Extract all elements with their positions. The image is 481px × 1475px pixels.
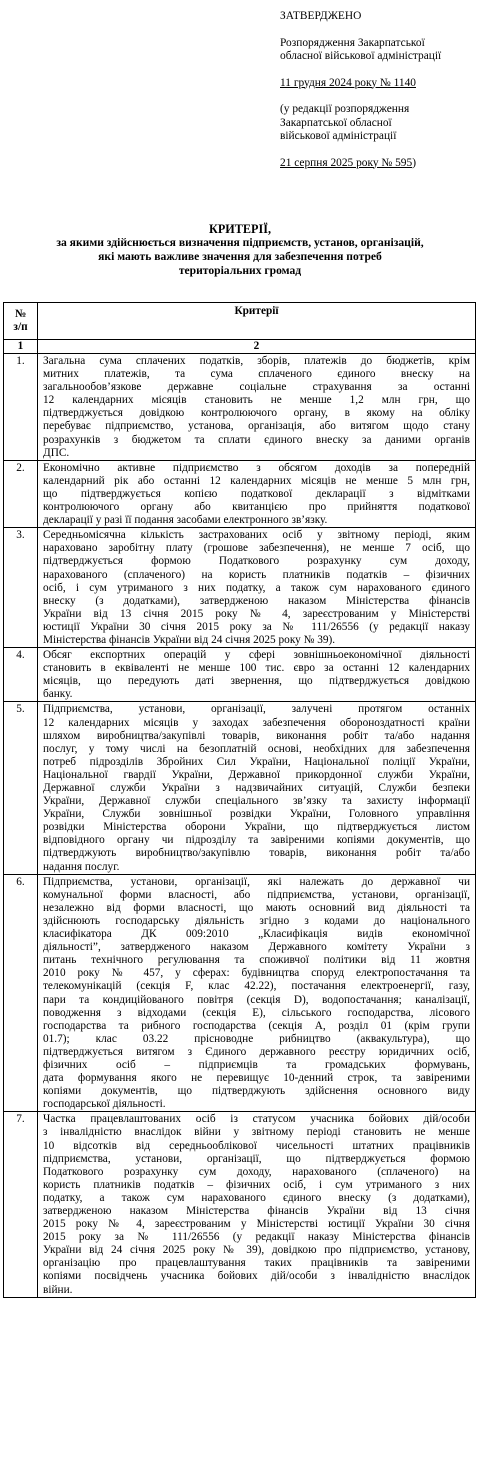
criterion-line: Національної гвардії України, Державної прикордонної служби України,: [43, 768, 470, 781]
criterion-line: становить в еквіваленті не менше 100 тис. євро за останні 12 календарних: [43, 662, 470, 675]
criterion-line: нараховано заробітну плату (грошове забезпечення), не менше 7 осіб, що: [43, 542, 470, 555]
edition-line-1: (у редакції розпорядження: [280, 103, 410, 115]
table-row: [4, 1112, 476, 1297]
criterion-line: пари та кондиційованого повітря (секція D), водопостачання; каналізації,: [43, 993, 470, 1006]
criterion-line: підтверджують виробництво/закупівлю товарів, виконання робіт та/або: [43, 847, 470, 860]
criterion-line: відповідного органу чи підрозділу та завіреними копіями документів, що: [43, 834, 470, 847]
criterion-line: Податкового розрахунку сум доходу, нарахованого (сплаченого) на: [43, 1165, 470, 1178]
criterion-line: календарний рік або останні 12 календарних місяців не менше 5 млн грн,: [43, 474, 470, 487]
criterion-line: загальнообов’язкове державне соціальне страхування за останні: [43, 381, 470, 394]
criterion-line: України від 13 січня 2015 року № 4, зареєстрованим у Міністерстві: [43, 607, 470, 620]
criterion-line: з інвалідністю внаслідок війни у звітному періоді становить не менше: [43, 1126, 470, 1139]
row-number: 3.: [4, 528, 38, 648]
criterion-line: затвердженою наказом Міністерства фінансів України від 13 січня: [43, 1205, 470, 1217]
criterion-line: України від 24 січня 2025 року № 39), довідкою про підприємство, установу,: [43, 1244, 470, 1257]
row-criterion: [38, 354, 476, 461]
criterion-line: юстиції України 30 січня 2015 року за № 111/26556 (у редакції наказу: [43, 620, 470, 633]
criterion-line: здійснюють господарську діяльність згідно з кодами до національного: [43, 914, 470, 927]
table-row: [4, 648, 476, 702]
row-number: 7.: [4, 1112, 38, 1297]
row-number: 1.: [4, 354, 38, 461]
row-criterion: [38, 1112, 476, 1297]
row-number: 2.: [4, 460, 38, 527]
table-row: [4, 702, 476, 874]
order-line-1: Розпорядження Закарпатської: [280, 36, 425, 49]
table-row: [4, 354, 476, 461]
criterion-line: Підприємства, установи, організації, залучені протягом останніх: [43, 703, 470, 716]
col-index-2: 2: [38, 340, 476, 354]
criterion-line: господарства та рибного господарства (секція А, розділ 01 (крім групи: [43, 1019, 470, 1032]
criterion-line: послуг, у тому числі на безоплатній основі, необхідних для забезпечення: [43, 742, 470, 755]
criterion-line: Підприємства, установи, організації, які належать до державної чи: [43, 875, 470, 888]
criterion-line: класифікатора ДК 009:2010 „Класифікація видів економічної: [43, 928, 470, 941]
criterion-line: дата формування якого не перевищує 10-денний строк, та завіреними: [43, 1072, 470, 1085]
criterion-line: розвідки Міністерства оборони України, що підтверджується листом: [43, 821, 470, 834]
criterion-line: копіями документів, що підтверджують здійснення основного виду: [43, 1085, 470, 1098]
criterion-line: внеску (з додатками), затвердженою наказом Міністерства фінансів: [43, 594, 470, 607]
criterion-line: декларації у разі її подання засобами електронного зв’язку.: [43, 514, 328, 527]
criterion-line: 2015 року № 4, зареєстрованим у Міністерстві юстиції України 30 січня: [43, 1218, 470, 1231]
criteria-table: [3, 302, 476, 1298]
criterion-line: 01.7); клас 03.22 прісноводне рибництво (аквакультура), що: [43, 1032, 470, 1045]
criterion-line: нарахованого (сплаченого) на користь платників податків – фізичних: [43, 568, 470, 581]
criterion-line: контролюючого органу або квитанцією про прийняття податкової: [43, 501, 470, 514]
criterion-line: надання послуг.: [43, 860, 120, 873]
header-num: [4, 303, 38, 340]
criterion-line: банку.: [43, 688, 73, 701]
header-criteria: Критерії: [38, 303, 476, 340]
approval-block: [280, 10, 476, 170]
title-line-1: КРИТЕРІЇ,: [209, 222, 271, 236]
criterion-line: Обсяг експортних операцій у сфері зовнішньоекономічної діяльності: [43, 649, 470, 662]
criterion-line: розрахунків з бюджетом та сплати єдиного внеску за даними органів: [43, 433, 470, 446]
order-line-2: обласної військової адміністрації: [280, 50, 442, 62]
title-line-4: територіальних громад: [178, 264, 302, 277]
criterion-line: незалежно від форми власності, що мають основний вид діяльності та: [43, 901, 470, 914]
table-header-row: [4, 303, 476, 340]
criterion-line: митних платежів, та сума сплаченого єдиного внеску на: [43, 368, 470, 381]
criterion-line: фізичних осіб – підприємців та громадських формувань,: [43, 1058, 470, 1071]
row-criterion: [38, 460, 476, 527]
edition-date-line: [280, 157, 476, 171]
criterion-line: шляхом виробництва/закупівлі товарів, виконання робіт та/або надання: [43, 729, 470, 742]
criterion-line: Економічно активне підприємство з обсягом доходів за попередній: [43, 461, 470, 474]
criterion-line: перебуває підприємство, установа, організація, або витягом щодо стану: [43, 420, 470, 433]
criterion-line: Державної служби України з надзвичайних ситуацій, Служби безпеки: [43, 782, 470, 794]
title-line-2: за якими здійснюється визначення підприємств, установ, організацій,: [56, 236, 424, 249]
criterion-line: 10 відсотків від середньооблікової чисельності штатних працівників: [43, 1139, 470, 1152]
criterion-line: телекомунікацій (секція F, клас 42.22), постачання електроенергії, газу,: [43, 980, 470, 993]
criterion-line: користь платників податків – фізичних осіб, і сум утриманого з них: [43, 1178, 470, 1191]
criterion-line: 2015 року за № 111/26556 (у редакції наказу Міністерства фінансів: [43, 1231, 470, 1244]
criterion-line: 12 календарних місяців у заходах забезпечення обороноздатності країни: [43, 716, 470, 729]
row-criterion: [38, 702, 476, 874]
row-criterion: [38, 874, 476, 1112]
criterion-line: організацію про працевлаштування таких працівників та завіреними: [43, 1257, 470, 1270]
edition-line-2: Закарпатської обласної: [280, 116, 392, 129]
criterion-line: комунальної форми власності, або підприємства, установи, організації,: [43, 888, 470, 901]
criterion-line: 12 календарних місяців становить не менше 1,2 млн грн, що: [43, 394, 470, 407]
criterion-line: Середньомісячна кількість застрахованих осіб у звітному періоді, яким: [43, 529, 470, 542]
row-number: 6.: [4, 874, 38, 1112]
order-date: 11 грудня 2024 року № 1140: [280, 76, 416, 89]
criterion-line: діяльності”, затвердженого наказом Державного комітету України з: [43, 941, 470, 954]
criterion-line: підтверджується довідкою контролюючого органу, в якому на обліку: [43, 407, 470, 420]
criterion-line: підприємства, установи, організації, що підтверджується формою: [43, 1152, 470, 1165]
criterion-line: потреб підрозділів Збройних Сил України, Національної поліції України,: [43, 755, 470, 768]
table-row: [4, 460, 476, 527]
header-num-line-1: №: [14, 307, 27, 320]
criterion-line: осіб, і сум утриманого з них податку, а також сум нарахованого єдиного: [43, 581, 470, 594]
criterion-line: Частка працевлаштованих осіб із статусом учасника бойових дій/особи: [43, 1113, 470, 1126]
header-num-line-2: з/п: [13, 321, 28, 333]
criterion-line: війни.: [43, 1283, 73, 1296]
criterion-line: підтверджується витягом з Єдиного державного реєстру юридичних осіб,: [43, 1045, 470, 1058]
table-row: [4, 528, 476, 648]
criterion-line: ДПС.: [43, 446, 70, 459]
edition-close: ): [412, 156, 416, 169]
criterion-line: Міністерства фінансів України від 24 січня 2025 року № 39).: [43, 633, 336, 646]
document-title: [6, 222, 474, 278]
table-body: [4, 354, 476, 1298]
criterion-line: податку, а також сум нарахованого єдиного внеску (з додатками),: [43, 1191, 470, 1204]
row-criterion: [38, 648, 476, 702]
row-number: 4.: [4, 648, 38, 702]
criterion-line: 2010 року № 457, у сферах: будівництва споруд електропостачання та: [43, 967, 470, 980]
edition-line-3: військової адміністрації: [280, 130, 397, 142]
criterion-line: підтверджується формою Податкового розрахунку сум доходу,: [43, 555, 470, 568]
criterion-line: що підтверджується копією податкової декларації з відмітками: [43, 487, 470, 500]
criterion-line: Загальна сума сплачених податків, зборів, платежів до бюджетів, крім: [43, 355, 470, 367]
approval-heading: ЗАТВЕРДЖЕНО: [280, 10, 362, 22]
title-line-3: які мають важливе значення для забезпечення потреб: [98, 250, 382, 263]
criterion-line: копіями посвідчень учасника бойових дій/особи з інвалідністю внаслідок: [43, 1270, 470, 1283]
criterion-line: господарської діяльності.: [43, 1098, 166, 1111]
criterion-line: поводження з відходами (секція Е), сільського господарства, лісового: [43, 1006, 470, 1019]
row-criterion: [38, 528, 476, 648]
criterion-line: питань технічного регулювання та споживчої політики від 11 жовтня: [43, 954, 470, 967]
table-row: [4, 874, 476, 1112]
criterion-line: місяців, що передують даті звернення, що підтверджується довідкою: [43, 675, 470, 688]
table-index-row: [4, 340, 476, 354]
criterion-line: України, Державної служби спеціального зв’язку та захисту інформації: [43, 795, 470, 808]
row-number: 5.: [4, 702, 38, 874]
col-index-1: 1: [4, 340, 38, 354]
criterion-line: України, Служби зовнішньої розвідки України, Головного управління: [43, 808, 470, 821]
edition-date: 21 серпня 2025 року № 595: [280, 156, 413, 169]
